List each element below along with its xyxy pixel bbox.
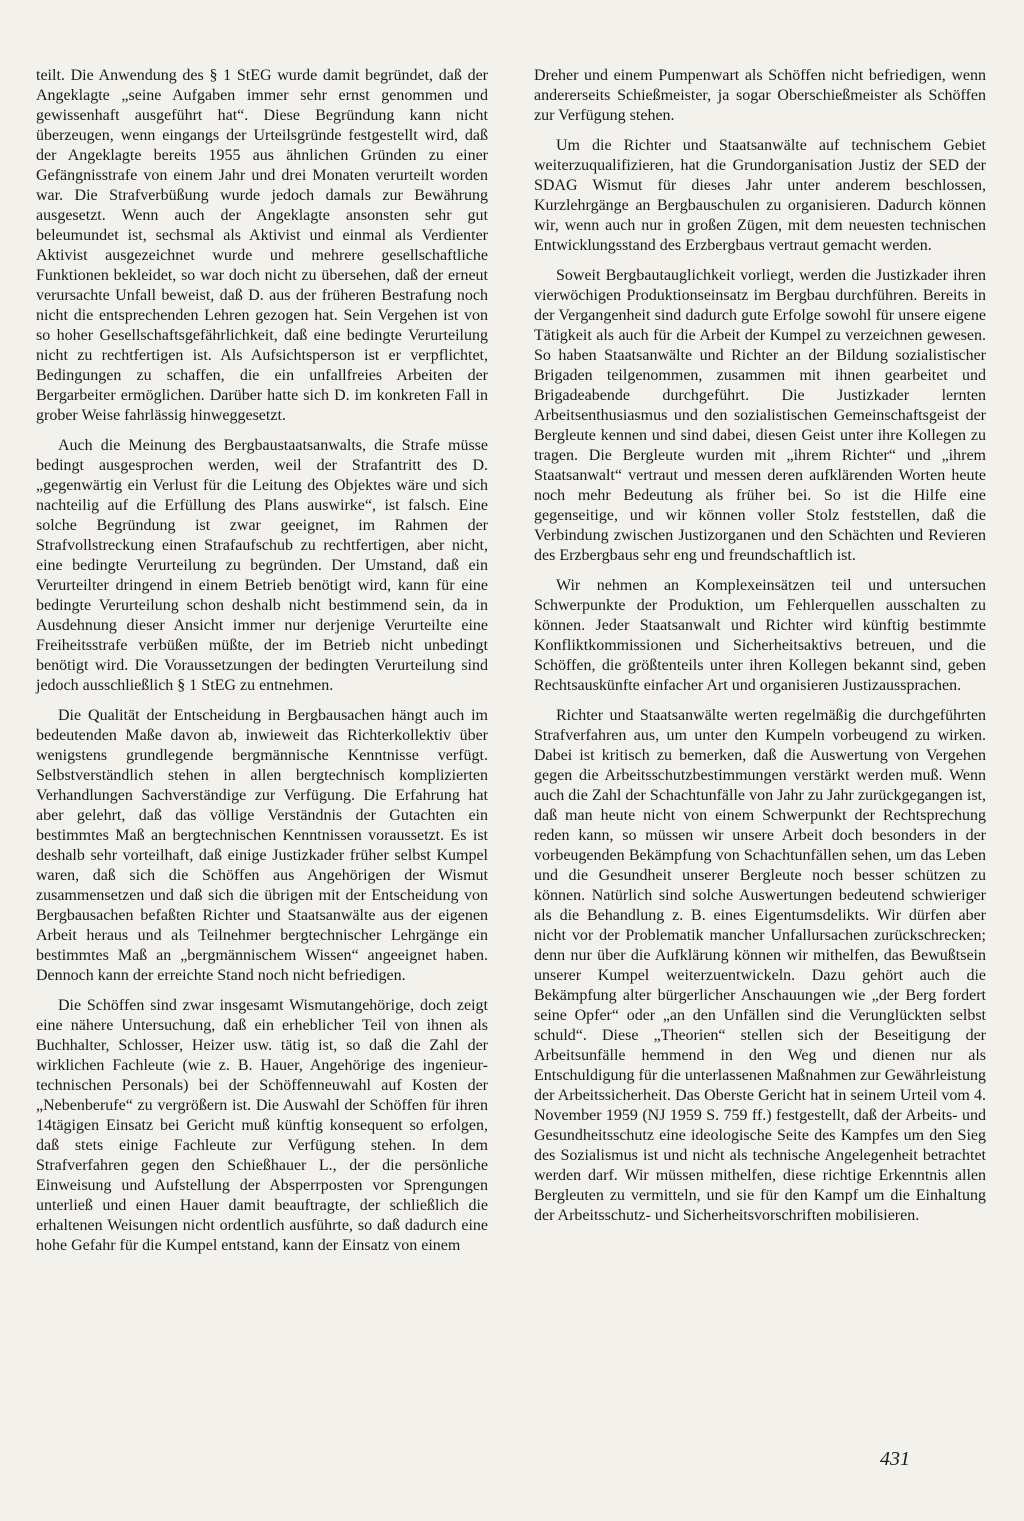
page-number: 431	[880, 1448, 910, 1470]
paragraph: Dreher und einem Pumpenwart als Schöffen nicht befriedigen, wenn andererseits Schießmeister, ja sogar Oberschießmeister als Schöffen zur Verfügung stehen.	[534, 67, 986, 124]
paragraph: teilt. Die Anwendung des § 1 StEG wurde damit begründet, daß der Angeklagte „seine Aufgaben immer sehr ernst genommen und gewissenhaft ausgeführt hat“. Diese Begründung kann nicht überzeugen, wenn eingangs der Urteilsgründe festgestellt wird, daß der Angeklagte bereits 1955 aus ähnlichen Gründen zu einer Gefängnisstrafe von einem Jahr und drei Monaten verurteilt worden war. Die Strafverbüßung wurde jedoch damals zur Bewährung ausgesetzt. Wenn auch der Angeklagte ansonsten sehr gut beleumundet ist, sechsmal als Aktivist und einmal als Verdienter Aktivist ausgezeichnet wurde und mehrere gesellschaftliche Funktionen bekleidet, so war doch nicht zu übersehen, daß der erneut verursachte Unfall beweist, daß D. aus der früheren Bestrafung noch nicht die entsprechenden Lehren gezogen hat. Sein Vergehen ist von so hoher Gesellschaftsgefährlichkeit, daß eine bedingte Verurteilung nicht zu rechtfertigen ist. Als Aufsichtsperson ist er verpflichtet, Bedingungen zu schaffen, die ein unfallfreies Arbeiten der Bergarbeiter ermöglichen. Darüber hatte sich D. im konkreten Fall in grober Weise fahrlässig hinweggesetzt.	[36, 67, 488, 424]
paragraph: Soweit Bergbautauglichkeit vorliegt, werden die Justizkader ihren vierwöchigen Produktionseinsatz im Bergbau durchführen. Bereits in der Vergangenheit sind dadurch gute Erfolge sowohl für unsere eigene Tätigkeit als auch für die Arbeit der Kumpel zu verzeichnen gewesen. So haben Staatsanwälte und Richter an der Bildung sozialistischer Brigaden teilgenommen, zusammen mit ihnen gearbeitet und Brigadeabende durchgeführt. Die Justizkader lernten Arbeitsenthusiasmus und den sozialistischen Gemeinschaftsgeist der Bergleute kennen und sind dabei, diesen Geist unter ihre Kollegen zu tragen. Die Bergleute wurden mit „ihrem Richter“ und „ihrem Staatsanwalt“ vertraut und messen deren aufklärenden Worten heute noch mehr Bedeutung als früher bei. So ist die Hilfe eine gegenseitige, und wir können voller Stolz feststellen, daß die Verbindung zwischen Justizorganen und den Schächten und Revieren des Erzbergbaus sehr eng und freundschaftlich ist.	[534, 267, 986, 564]
paragraph: Die Schöffen sind zwar insgesamt Wismutangehörige, doch zeigt eine nähere Untersuchung, daß ein erheblicher Teil von ihnen als Buchhalter, Schlosser, Heizer usw. tätig ist, so daß die Zahl der wirklichen Fachleute (wie z. B. Hauer, Angehörige des ingenieur-technischen Personals) bei der Schöffenneuwahl auf Kosten der „Nebenberufe“ zu vergrößern ist. Die Auswahl der Schöffen für ihren 14tägigen Einsatz bei Gericht muß künftig konsequent so erfolgen, daß stets einige Fachleute zur Verfügung stehen. In dem Strafverfahren gegen den Schießhauer L., der die persönliche Einweisung und Aufstellung der Absperrposten vor Sprengungen unterließ und einen Hauer damit beauftragte, der schließlich die erhaltenen Weisungen nicht ordentlich ausführte, so daß dadurch eine hohe Gefahr für die Kumpel entstand, kann der Einsatz von einem	[36, 997, 488, 1254]
paragraph: Um die Richter und Staatsanwälte auf technischem Gebiet weiterzuqualifizieren, hat die Grundorganisation Justiz der SED der SDAG Wismut für dieses Jahr unter anderem beschlossen, Kurzlehrgänge an Bergbauschulen zu organisieren. Dadurch können wir, wenn auch nur in großen Zügen, mit dem neuesten technischen Entwicklungsstand des Erzbergbaus vertraut gemacht werden.	[534, 137, 986, 254]
paragraph: Richter und Staatsanwälte werten regelmäßig die durchgeführten Strafverfahren aus, um unter den Kumpeln vorbeugend zu wirken. Dabei ist kritisch zu bemerken, daß die Auswertung von Vergehen gegen die Arbeitsschutzbestimmungen verstärkt werden muß. Wenn auch die Zahl der Schachtunfälle von Jahr zu Jahr zurückgegangen ist, daß man heute nicht von einem Schwerpunkt der Rechtsprechung reden kann, so müssen wir unsere Arbeit doch besonders in der vorbeugenden Bekämpfung von Schachtunfällen sehen, um das Leben und die Gesundheit unserer Bergleute noch besser schützen zu können. Natürlich sind solche Auswertungen bedeutend schwieriger als die Behandlung z. B. eines Eigentumsdelikts. Wir dürfen aber nicht vor der Problematik mancher Unfallursachen zurückschrecken; denn nur über die Aufklärung können wir mithelfen, das Bewußtsein unserer Kumpel weiterzuentwickeln. Dazu gehört auch die Bekämpfung alter bürgerlicher Anschauungen wie „der Berg fordert seine Opfer“ oder „an den Unfällen sind die Verunglückten selbst schuld“. Diese „Theorien“ stellen sich der Beseitigung der Arbeitsunfälle hemmend in den Weg und dienen nur als Entschuldigung für die unterlassenen Maßnahmen zur Gewährleistung der Arbeitssicherheit. Das Oberste Gericht hat in seinem Urteil vom 4. November 1959 (NJ 1959 S. 759 ff.) festgestellt, daß der Arbeits- und Gesundheitsschutz eine ideologische Seite des Kampfes um den Sieg des Sozialismus ist und nicht als technische Angelegenheit betrachtet werden darf. Wir müssen mithelfen, diese richtige Erkenntnis allen Bergleuten zu vermitteln, und sie für den Kampf um die Einhaltung der Arbeitsschutz- und Sicherheitsvorschriften mobilisieren.	[534, 707, 986, 1224]
right-column	[534, 66, 986, 1236]
left-column	[36, 66, 488, 1266]
paragraph: Wir nehmen an Komplexeinsätzen teil und untersuchen Schwerpunkte der Produktion, um Fehlerquellen ausschalten zu können. Jeder Staatsanwalt und Richter wird künftig bestimmte Konfliktkommissionen und Sicherheitsaktivs betreuen, und die Schöffen, die größtenteils unter ihren Kollegen bekannt sind, geben Rechtsauskünfte einfacher Art und organisieren Justizaussprachen.	[534, 577, 986, 694]
paragraph: Die Qualität der Entscheidung in Bergbausachen hängt auch im bedeutenden Maße davon ab, inwieweit das Richterkollektiv über wenigstens grundlegende bergmännische Kenntnisse verfügt. Selbstverständlich stehen in allen bergtechnisch komplizierten Verhandlungen Sachverständige zur Verfügung. Die Erfahrung hat aber gelehrt, daß das völlige Verständnis der Gutachten ein bestimmtes Maß an bergtechnischen Kenntnissen voraussetzt. Es ist deshalb sehr vorteilhaft, daß einige Justizkader früher selbst Kumpel waren, daß sich die Schöffen aus Angehörigen der Wismut zusammensetzen und daß sich die übrigen mit der Entscheidung von Bergbausachen befaßten Richter und Staatsanwälte aus der eigenen Arbeit heraus und als Teilnehmer bergtechnischer Lehrgänge ein bestimmtes Maß an „bergmännischem Wissen“ angeeignet haben. Dennoch kann der erreichte Stand noch nicht befriedigen.	[36, 707, 488, 984]
paragraph: Auch die Meinung des Bergbaustaatsanwalts, die Strafe müsse bedingt ausgesprochen werden, weil der Strafantritt des D. „gegenwärtig ein Verlust für die Leitung des Objektes wäre und sich nachteilig auf die Erfüllung des Plans auswirke“, ist falsch. Eine solche Begründung ist zwar geeignet, im Rahmen der Strafvollstreckung einen Strafaufschub zu rechtfertigen, aber nicht, eine bedingte Verurteilung zu begründen. Der Umstand, daß ein Verurteilter dringend in einem Betrieb benötigt wird, kann für eine bedingte Verurteilung schon deshalb nicht bestimmend sein, da in Ausdehnung dieser Ansicht immer nur derjenige Verurteilte eine Freiheitsstrafe verbüßen müßte, der im Betrieb nicht unbedingt benötigt wird. Die Voraussetzungen der bedingten Verurteilung sind jedoch ausschließlich § 1 StEG zu entnehmen.	[36, 437, 488, 694]
